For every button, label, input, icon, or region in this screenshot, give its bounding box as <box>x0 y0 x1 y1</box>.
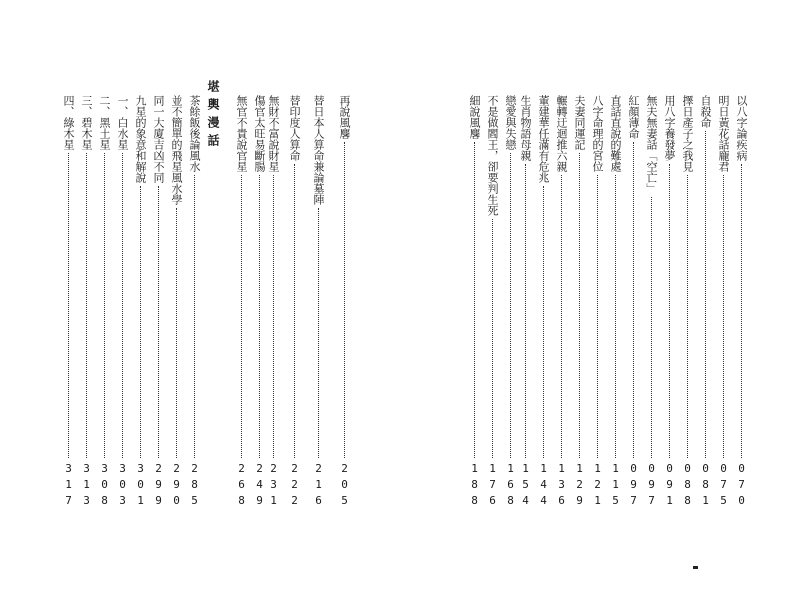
toc-entry-title: 自殺命 <box>699 95 712 128</box>
toc-entry-title: 四、綠木星 <box>62 95 75 150</box>
toc-entry-page: 144 <box>537 462 550 510</box>
dot-leader <box>510 153 511 458</box>
toc-entry-page: 115 <box>609 462 622 510</box>
toc-entry-page: 129 <box>573 462 586 510</box>
toc-entry[interactable] <box>265 95 281 510</box>
dot-leader <box>543 186 544 458</box>
toc-entry-title: 直話直說的難處 <box>609 95 622 172</box>
toc-entry-page: 222 <box>288 462 301 510</box>
dot-leader <box>705 131 706 458</box>
toc-entry-page: 091 <box>663 462 676 510</box>
toc-entry-page: 249 <box>253 462 266 510</box>
toc-entry-page: 097 <box>645 462 658 510</box>
toc-entry-page: 081 <box>699 462 712 510</box>
toc-entry-page: 216 <box>312 462 325 510</box>
toc-entry[interactable] <box>607 95 623 510</box>
toc-entry-page: 121 <box>591 462 604 510</box>
toc-entry-page: 168 <box>504 462 517 510</box>
toc-entry[interactable] <box>733 95 749 510</box>
dot-leader <box>741 164 742 458</box>
toc-entry-page: 154 <box>519 462 532 510</box>
toc-entry-title: 三、碧木星 <box>80 95 93 150</box>
dot-leader <box>241 175 242 458</box>
toc-entry-title: 無財不富說財星 <box>267 95 280 172</box>
toc-entry[interactable] <box>310 95 326 510</box>
toc-entry[interactable] <box>625 95 641 510</box>
toc-entry-title: 明日黃花話龐君 <box>717 95 730 172</box>
toc-entry-page: 317 <box>62 462 75 510</box>
dot-leader <box>492 219 493 458</box>
dot-leader <box>525 164 526 458</box>
dot-leader <box>259 175 260 458</box>
toc-entry-title: 傷官太旺易斷腸 <box>253 95 266 172</box>
toc-entry[interactable] <box>535 95 551 510</box>
toc-entry-title: 並不簡單的飛星風水學 <box>170 95 183 205</box>
toc-entry-title: 細說風麐 <box>468 95 481 139</box>
toc-entry-title: 擇日產子之我見 <box>681 95 694 172</box>
dot-leader <box>176 208 177 458</box>
toc-entry[interactable] <box>697 95 713 510</box>
toc-entry-page: 303 <box>116 462 129 510</box>
toc-entry[interactable] <box>502 95 518 510</box>
toc-entry-title: 替日本人算命兼論墓陣 <box>312 95 325 205</box>
dot-leader <box>294 164 295 458</box>
toc-entry[interactable] <box>114 95 130 510</box>
dot-leader <box>615 175 616 458</box>
toc-entry-page: 308 <box>98 462 111 510</box>
toc-entry-title: 九星的象意和解說 <box>134 95 147 183</box>
dot-leader <box>68 153 69 458</box>
dot-leader <box>273 175 274 458</box>
dot-leader <box>104 153 105 458</box>
toc-entry-title: 不是做閻王，卻要判生死 <box>486 95 499 216</box>
toc-entry-title: 夫妻同運記 <box>573 95 586 150</box>
toc-entry[interactable] <box>186 95 202 510</box>
toc-entry-page: 075 <box>717 462 730 510</box>
dot-leader <box>633 142 634 458</box>
dot-leader <box>597 175 598 458</box>
toc-entry[interactable] <box>96 95 112 510</box>
toc-entry[interactable] <box>589 95 605 510</box>
dot-leader <box>158 186 159 458</box>
toc-entry-title: 董建華任滿有危兆 <box>537 95 550 183</box>
toc-entry-page: 188 <box>468 462 481 510</box>
toc-entry-page: 285 <box>188 462 201 510</box>
dot-leader <box>474 142 475 458</box>
dot-leader <box>194 175 195 458</box>
toc-entry[interactable] <box>679 95 695 510</box>
toc-entry[interactable] <box>233 95 249 510</box>
toc-entry-page: 088 <box>681 462 694 510</box>
dot-leader <box>318 208 319 458</box>
toc-entry-title: 輾轉迂迴推六親 <box>555 95 568 172</box>
dot-leader <box>344 142 345 458</box>
dot-leader <box>669 164 670 458</box>
toc-entry-title: 一、白水星 <box>116 95 129 150</box>
toc-entry-title: 無夫無妻話「空亡」 <box>645 95 658 194</box>
dot-leader <box>122 153 123 458</box>
toc-entry[interactable] <box>286 95 302 510</box>
toc-entry[interactable] <box>466 95 482 510</box>
toc-entry-page: 268 <box>235 462 248 510</box>
toc-entry-page: 205 <box>338 462 351 510</box>
scan-mark <box>693 566 698 569</box>
toc-entry-title: 以八字論疾病 <box>735 95 748 161</box>
toc-entry[interactable] <box>643 95 659 510</box>
toc-entry-title: 二、黑土星 <box>98 95 111 150</box>
toc-entry-title: 同一大廈吉凶不同 <box>152 95 165 183</box>
toc-entry[interactable] <box>336 95 352 510</box>
toc-entry-title: 再說風麐 <box>338 95 351 139</box>
toc-entry-title: 茶餘飯後論風水 <box>188 95 201 172</box>
toc-entry-page: 136 <box>555 462 568 510</box>
toc-entry-title: 紅顏薄命 <box>627 95 640 139</box>
toc-entry[interactable] <box>484 95 500 510</box>
toc-entry-page: 070 <box>735 462 748 510</box>
toc-entry-title: 八字命理的宮位 <box>591 95 604 172</box>
toc-entry-title: 用八字養發夢 <box>663 95 676 161</box>
toc-entry[interactable] <box>661 95 677 510</box>
dot-leader <box>579 153 580 458</box>
toc-entry-title: 替印度人算命 <box>288 95 301 161</box>
toc-entry[interactable] <box>150 95 166 510</box>
dot-leader <box>561 175 562 458</box>
toc-entry[interactable] <box>251 95 267 510</box>
toc-entry[interactable] <box>715 95 731 510</box>
toc-entry-page: 097 <box>627 462 640 510</box>
toc-entry[interactable] <box>571 95 587 510</box>
toc-entry[interactable] <box>553 95 569 510</box>
toc-entry[interactable] <box>517 95 533 510</box>
dot-leader <box>723 175 724 458</box>
section-heading: 堪輿漫話 <box>206 80 220 152</box>
dot-leader <box>687 175 688 458</box>
toc-entry-title: 無官不貴說官星 <box>235 95 248 172</box>
dot-leader <box>86 153 87 458</box>
toc-entry-title: 生肖物語母親 <box>519 95 532 161</box>
toc-entry[interactable] <box>132 95 148 510</box>
toc-entry-page: 313 <box>80 462 93 510</box>
dot-leader <box>140 186 141 458</box>
toc-entry[interactable] <box>60 95 76 510</box>
toc-entry-page: 176 <box>486 462 499 510</box>
toc-entry[interactable] <box>168 95 184 510</box>
toc-entry-page: 301 <box>134 462 147 510</box>
toc-entry-title: 戀愛與失戀 <box>504 95 517 150</box>
toc-entry-page: 290 <box>170 462 183 510</box>
dot-leader <box>651 197 652 458</box>
toc-entry[interactable] <box>78 95 94 510</box>
toc-entry-page: 299 <box>152 462 165 510</box>
toc-entry-page: 231 <box>267 462 280 510</box>
